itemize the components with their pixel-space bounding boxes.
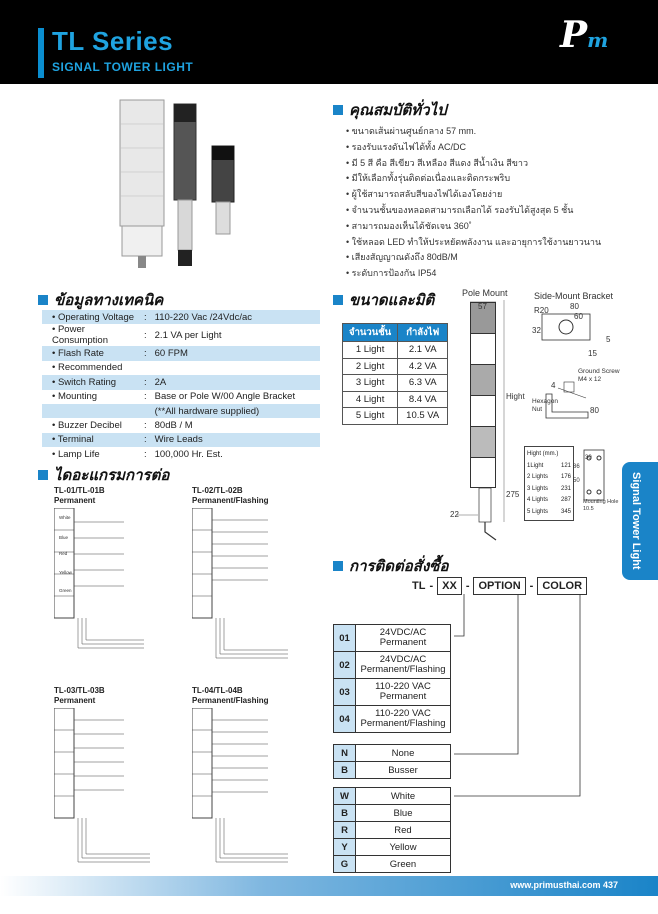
feature-item: • มีให้เลือกทั้งรุ่นติดต่อเนื่องและติดกระพริบ: [346, 171, 636, 187]
spec-row: • Mounting : Base or Pole W/00 Angle Bracket: [42, 390, 320, 404]
page-footer: [0, 876, 658, 896]
wiring-diagram-2: [192, 508, 322, 668]
option-row: Y Yellow: [334, 839, 451, 856]
power-col-header: กำลังไฟ: [398, 324, 448, 342]
pole-mount-label: Pole Mount: [462, 288, 508, 298]
feature-item: • จำนวนชั้นของหลอดสามารถเลือกได้ รองรับได้สูงสุด 5 ชั้น: [346, 203, 636, 219]
spec-row: • Terminal : Wire Leads: [42, 433, 320, 447]
code-option: OPTION: [473, 577, 525, 595]
power-row: 2 Light 4.2 VA: [343, 358, 448, 375]
features-list: [346, 124, 636, 282]
section-bullet-icon: [333, 105, 343, 115]
option-row: N None: [334, 745, 451, 762]
diagram-2-label: TL-02/TL-02B Permanent/Flashing: [192, 486, 269, 505]
spec-row: (**All hardware supplied): [42, 404, 320, 418]
tower-large: [120, 100, 164, 268]
feature-item: • เสียงสัญญาณดังถึง 80dB/M: [346, 250, 636, 266]
dim-57: 57: [478, 302, 487, 311]
tower-medium: [174, 104, 196, 266]
dim-275: 275: [506, 490, 520, 499]
product-image: [112, 92, 252, 272]
wiring-diagram-4: [192, 708, 322, 868]
hight-row: 3 Lights 231: [527, 485, 571, 492]
power-row: 1 Light 2.1 VA: [343, 342, 448, 359]
code-xx: XX: [437, 577, 462, 595]
feature-item: • รองรับแรงดันไฟได้ทั้ง AC/DC: [346, 140, 636, 156]
dim-30: 30: [585, 455, 592, 461]
feature-item: • ผู้ใช้สามารถสลับสีของไฟได้เองโดยง่าย: [346, 187, 636, 203]
code-prefix: TL: [412, 580, 426, 592]
feature-item: • ระดับการป้องกัน IP54: [346, 266, 636, 282]
feature-item: • มี 5 สี คือ สีเขียว สีเหลือง สีแดง สีน้ำเงิน สีขาว: [346, 156, 636, 172]
dim-50: 50: [573, 478, 580, 484]
page-header: [0, 0, 658, 84]
dim-15: 15: [588, 349, 597, 358]
dim-80: 80: [570, 302, 579, 311]
feature-item: • ขนาดเส้นผ่านศูนย์กลาง 57 mm.: [346, 124, 636, 140]
option-row: B Busser: [334, 762, 451, 779]
dim-r20: R20: [534, 306, 549, 315]
wiring-diagram-3: [54, 708, 184, 868]
buzzer-options-table: [333, 744, 451, 779]
option-row: W White: [334, 788, 451, 805]
mounting-hole-label: Mounting Hole 10.5: [583, 499, 619, 512]
ground-screw-label: Ground Screw M4 x 12: [578, 368, 620, 383]
feature-item: • สามารถมองเห็นได้ชัดเจน 360˚: [346, 219, 636, 235]
option-row: 01 24VDC/AC Permanent: [334, 625, 451, 652]
option-row: G Green: [334, 856, 451, 873]
tier-label: Blue: [59, 535, 69, 540]
page-subtitle: SIGNAL TOWER LIGHT: [52, 60, 194, 74]
power-col-header: จำนวนชั้น: [343, 324, 398, 342]
tower-small: [212, 146, 234, 234]
side-mount-label: Side-Mount Bracket: [534, 291, 614, 301]
feature-item: • ใช้หลอด LED ทำให้ประหยัดพลังงาน และอายุการใช้งานยาวนาน: [346, 235, 636, 251]
footer-website-page: www.primusthai.com 437: [510, 880, 618, 890]
voltage-options-table: [333, 624, 451, 733]
page-title: TL Series: [52, 26, 174, 56]
spec-row: • Operating Voltage : 110-220 Vac /24Vdc/ac: [42, 310, 320, 324]
dim-86: 86: [573, 464, 580, 470]
power-row: 5 Light 10.5 VA: [343, 408, 448, 425]
spec-table: [42, 310, 320, 462]
tier-label: White: [59, 515, 71, 520]
dimensions-heading: ขนาดและมิติ: [333, 288, 434, 312]
section-bullet-icon: [333, 295, 343, 305]
diagram-1-label: TL-01/TL-01B Permanent: [54, 486, 105, 505]
features-heading: คุณสมบัติทั่วไป: [333, 98, 447, 122]
tier-label: Yellow: [59, 570, 72, 575]
power-table: [342, 323, 448, 425]
section-bullet-icon: [38, 470, 48, 480]
order-code: TL - XX - OPTION - COLOR: [412, 577, 587, 595]
hight-table: [524, 446, 574, 521]
spec-heading: ข้อมูลทางเทคนิค: [38, 288, 163, 312]
header-accent-bar: [38, 28, 44, 78]
power-row: 4 Light 8.4 VA: [343, 391, 448, 408]
spec-row: • Lamp Life : 100,000 Hr. Est.: [42, 447, 320, 461]
hexagon-nut-label: Hexagon Nut: [532, 398, 559, 413]
diagram-3-label: TL-03/TL-03B Permanent: [54, 686, 105, 705]
dim-5: 5: [606, 335, 611, 344]
option-row: 03 110-220 VAC Permanent: [334, 679, 451, 706]
power-row: 3 Light 6.3 VA: [343, 375, 448, 392]
dim-80b: 80: [590, 406, 599, 415]
tier-label: Red: [59, 551, 68, 556]
code-color: COLOR: [537, 577, 587, 595]
option-row: 04 110-220 VAC Permanent/Flashing: [334, 706, 451, 733]
order-heading: การติดต่อสั่งซื้อ: [333, 554, 448, 578]
option-row: 02 24VDC/AC Permanent/Flashing: [334, 652, 451, 679]
option-row: R Red: [334, 822, 451, 839]
brand-logo: Pm: [560, 14, 609, 56]
pole-mount-lines: [446, 300, 536, 550]
section-bullet-icon: [38, 295, 48, 305]
hight-row: 1Light 121: [527, 462, 571, 469]
spec-row: • Power Consumption : 2.1 VA per Light: [42, 324, 320, 346]
wiring-heading: ไดอะแกรมการต่อ: [38, 463, 169, 487]
side-section-tab: Signal Tower Light: [622, 462, 658, 580]
dim-hight: Hight: [506, 392, 525, 401]
option-row: B Blue: [334, 805, 451, 822]
spec-row: • Flash Rate : 60 FPM: [42, 346, 320, 360]
order-connector-lines: [440, 594, 600, 804]
hight-row: 5 Lights 345: [527, 508, 571, 515]
spec-row: • Switch Rating : 2A: [42, 375, 320, 389]
spec-row: • Buzzer Decibel : 80dB / M: [42, 418, 320, 432]
section-bullet-icon: [333, 561, 343, 571]
dim-60: 60: [574, 312, 583, 321]
hight-row: 2 Lights 176: [527, 474, 571, 480]
color-options-table: [333, 787, 451, 873]
spec-row: • Recommended: [42, 361, 320, 375]
hight-row: 4 Lights 287: [527, 497, 571, 503]
tier-label: Green: [59, 588, 72, 593]
diagram-4-label: TL-04/TL-04B Permanent/Flashing: [192, 686, 269, 705]
dim-22: 22: [450, 510, 459, 519]
hight-header: Hight (mm.): [527, 451, 559, 457]
wiring-diagram-1: [54, 508, 184, 658]
dim-32: 32: [532, 326, 541, 335]
dim-4: 4: [551, 381, 556, 390]
